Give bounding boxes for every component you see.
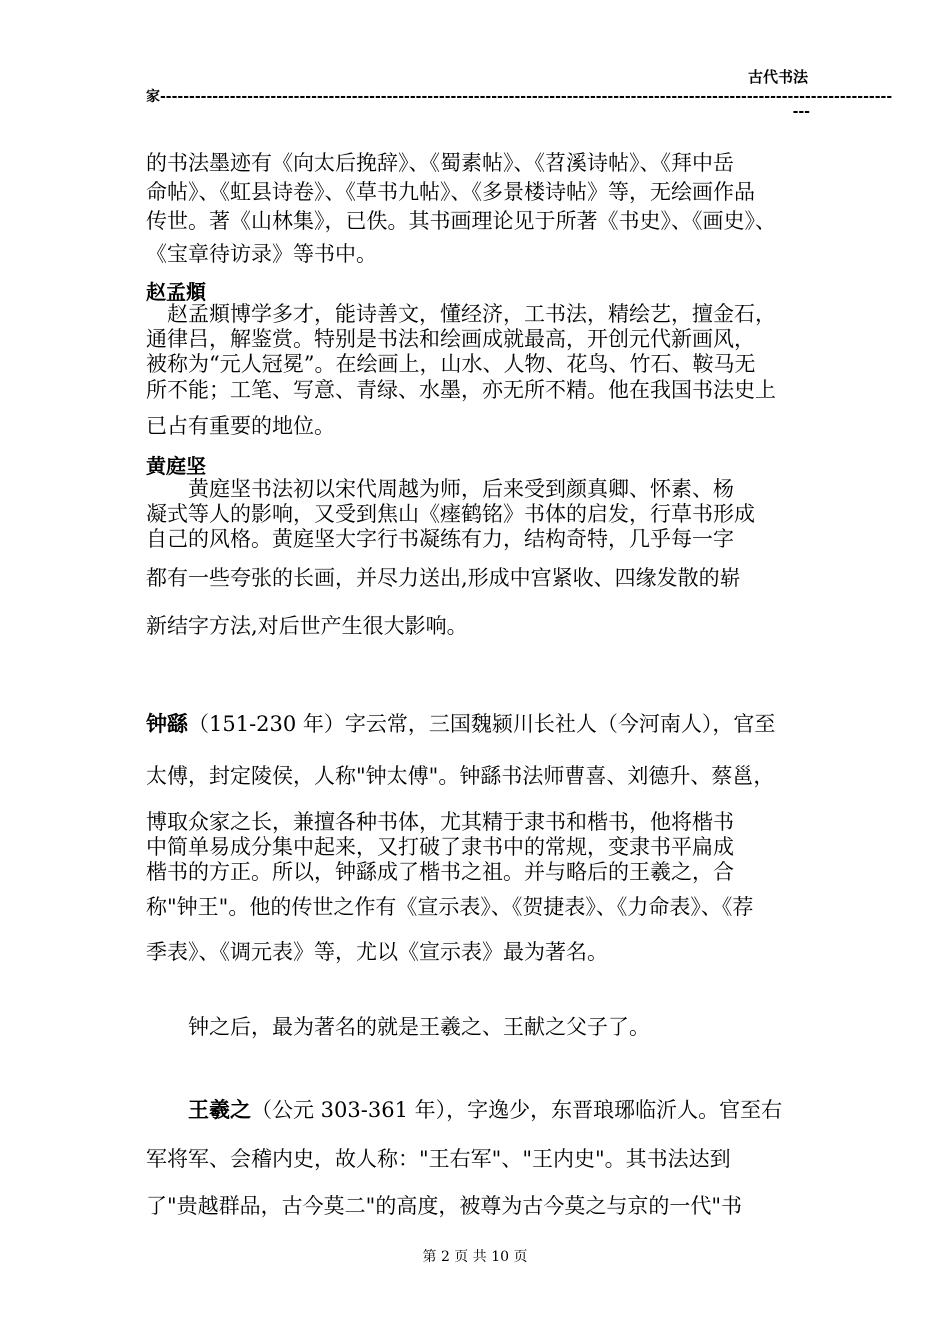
person-name-wang: 王羲之	[188, 1098, 251, 1122]
running-header-title: 古代书法	[747, 68, 808, 86]
paragraph-line	[146, 708, 808, 738]
paragraph-line: 太傅，封定陵侯，人称"钟太傅"。钟繇书法师曹喜、刘德升、蔡邕，	[146, 764, 775, 788]
paragraph-line: 都有一些夸张的长画，并尽力送出,形成中宫紧收、四缘发散的崭	[146, 566, 741, 590]
paragraph-line: 钟之后，最为著名的就是王羲之、王献之父子了。	[146, 1015, 650, 1039]
section-heading-huang: 黄庭坚	[146, 454, 206, 478]
paragraph-text: （151-230 年）字云常，三国魏颍川长社人（今河南人），官至	[188, 712, 776, 736]
header-left-char: 家	[146, 89, 160, 105]
header-dashes: ------------------------------------------------------------------------------------------------------------------------------	[160, 89, 893, 105]
page-number-footer: 第 2 页 共 10 页	[422, 1249, 528, 1265]
paragraph-line: 被称为“元人冠冕”。在绘画上，山水、人物、花鸟、竹石、鞍马无	[146, 352, 756, 376]
paragraph-line: 楷书的方正。所以，钟繇成了楷书之祖。并与略后的王羲之，合	[146, 860, 734, 884]
paragraph-line: 传世。著《山林集》，已佚。其书画理论见于所著《书史》、《画史》、	[146, 209, 776, 233]
paragraph-line: 新结字方法,对后世产生很大影响。	[146, 614, 468, 638]
paragraph-line: 已占有重要的地位。	[146, 414, 335, 438]
header-rule	[146, 86, 893, 106]
paragraph-line: 命帖》、《虹县诗卷》、《草书九帖》、《多景楼诗帖》等，无绘画作品	[146, 180, 755, 204]
paragraph-line: 博取众家之长，兼擅各种书体，尤其精于隶书和楷书，他将楷书	[146, 810, 734, 834]
person-name-zhong: 钟繇	[146, 712, 188, 736]
paragraph-line: 所不能；工笔、写意、青绿、水墨，亦无所不精。他在我国书法史上	[146, 378, 776, 402]
paragraph-text: （公元 303-361 年），字逸少，东晋琅琊临沂人。官至右	[251, 1098, 783, 1122]
paragraph-line: 赵孟頫博学多才，能诗善文，懂经济，工书法，精绘艺，擅金石，	[146, 302, 776, 326]
section-heading-zhao: 赵孟頫	[146, 280, 206, 304]
paragraph-line: 自己的风格。黄庭坚大字行书凝练有力，结构奇特，几乎每一字	[146, 527, 734, 551]
paragraph-line: 凝式等人的影响，又受到焦山《瘗鹤铭》书体的启发，行草书形成	[146, 502, 755, 526]
paragraph-line: 《宝章待访录》等书中。	[146, 242, 377, 266]
paragraph-line: 军将军、会稽内史，故人称："王右军"、"王内史"。其书法达到	[146, 1147, 731, 1171]
paragraph-line: 了"贵越群品，古今莫二"的高度，被尊为古今莫之与京的一代"书	[146, 1194, 742, 1218]
paragraph-line: 的书法墨迹有《向太后挽辞》、《蜀素帖》、《苕溪诗帖》、《拜中岳	[146, 151, 734, 175]
paragraph-line: 称"钟王"。他的传世之作有《宣示表》、《贺捷表》、《力命表》、《荐	[146, 895, 754, 919]
header-rule-tail: ---	[792, 104, 810, 120]
indent	[146, 1098, 188, 1122]
paragraph-line: 黄庭坚书法初以宋代周越为师，后来受到颜真卿、怀素、杨	[146, 477, 734, 501]
paragraph-line: 通律吕，解鉴赏。特别是书法和绘画成就最高，开创元代新画风，	[146, 327, 755, 351]
paragraph-line: 中简单易成分集中起来，又打破了隶书中的常规，变隶书平扁成	[146, 835, 734, 859]
paragraph-line: 季表》、《调元表》等，尤以《宣示表》最为著名。	[146, 940, 608, 964]
paragraph-line	[146, 1094, 808, 1124]
